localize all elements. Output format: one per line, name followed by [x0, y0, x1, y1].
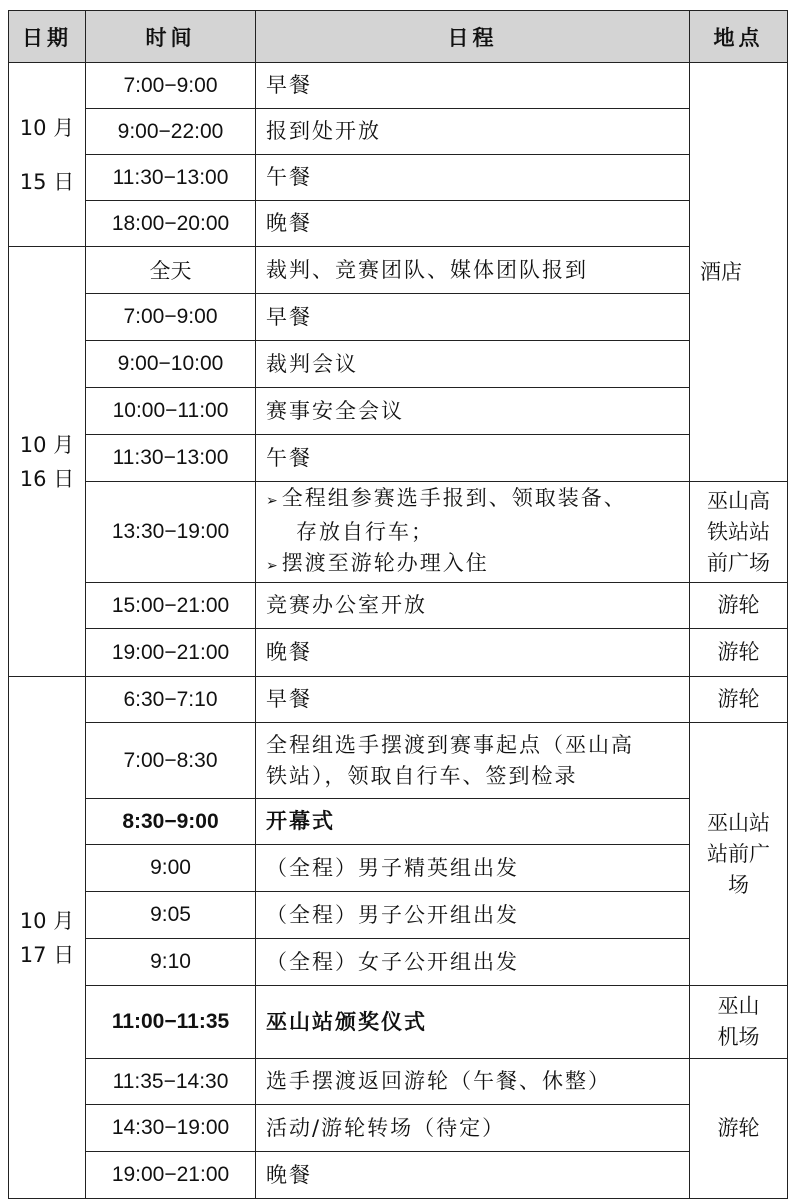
table-row [9, 677, 788, 723]
table-row [9, 799, 788, 845]
time-cell: 7:00−8:30 [86, 723, 256, 799]
date-day: 17 日 [19, 942, 75, 967]
time-cell: 11:35−14:30 [86, 1059, 256, 1105]
header-date: 日期 [9, 11, 86, 63]
venue-cell-station-plaza [690, 723, 788, 986]
venue-cell-station-square [690, 482, 788, 583]
time-cell: 19:00−21:00 [86, 629, 256, 677]
table-row [9, 294, 788, 341]
time-cell: 11:30−13:00 [86, 435, 256, 482]
table-row [9, 435, 788, 482]
time-cell: 9:10 [86, 939, 256, 986]
event-cell: 开幕式 [256, 799, 690, 845]
venue-line: 巫山 [717, 994, 760, 1018]
table-row [9, 1105, 788, 1152]
header-row [9, 11, 788, 63]
table-row [9, 723, 788, 799]
event-cell: 赛事安全会议 [256, 388, 690, 435]
event-cell [256, 723, 690, 799]
header-event: 日程 [256, 11, 690, 63]
venue-cell-cruise: 游轮 [690, 677, 788, 723]
table-row [9, 388, 788, 435]
time-cell: 14:30−19:00 [86, 1105, 256, 1152]
event-line: 全程组选手摆渡到赛事起点（巫山高 [266, 732, 634, 757]
time-cell: 19:00−21:00 [86, 1152, 256, 1199]
event-cell: 活动/游轮转场（待定） [256, 1105, 690, 1152]
event-cell: 早餐 [256, 677, 690, 723]
venue-line: 铁站站 [707, 519, 770, 544]
table-row [9, 629, 788, 677]
event-line: 存放自行车； [296, 519, 434, 544]
table-row [9, 63, 788, 109]
venue-cell-cruise: 游轮 [690, 583, 788, 629]
bullet-arrow-icon: ➢ [266, 492, 280, 509]
time-cell: 9:00−22:00 [86, 109, 256, 155]
event-line: 铁站），领取自行车、签到检录 [266, 763, 578, 788]
date-day: 16 日 [19, 466, 75, 491]
table-row [9, 482, 788, 583]
venue-line: 场 [728, 872, 749, 897]
date-month: 10 月 [19, 432, 75, 457]
event-cell: 午餐 [256, 155, 690, 201]
event-cell: 巫山站颁奖仪式 [256, 986, 690, 1059]
table-row [9, 1059, 788, 1105]
event-cell [256, 482, 690, 583]
date-month: 10 月 [19, 908, 75, 933]
bullet-arrow-icon: ➢ [266, 557, 280, 574]
venue-cell-cruise: 游轮 [690, 1059, 788, 1199]
time-cell: 7:00−9:00 [86, 63, 256, 109]
time-cell: 10:00−11:00 [86, 388, 256, 435]
event-cell: 选手摆渡返回游轮（午餐、休整） [256, 1059, 690, 1105]
venue-cell-cruise: 游轮 [690, 629, 788, 677]
time-cell: 13:30−19:00 [86, 482, 256, 583]
time-cell: 11:30−13:00 [86, 155, 256, 201]
venue-line: 机场 [717, 1025, 760, 1049]
table-row [9, 341, 788, 388]
time-cell: 6:30−7:10 [86, 677, 256, 723]
header-time: 时间 [86, 11, 256, 63]
table-row [9, 986, 788, 1059]
venue-line: 巫山高 [707, 488, 770, 513]
table-row [9, 109, 788, 155]
table-row [9, 201, 788, 247]
table-row [9, 155, 788, 201]
venue-line: 前广场 [707, 550, 770, 575]
time-cell: 9:00−10:00 [86, 341, 256, 388]
event-cell: 裁判会议 [256, 341, 690, 388]
event-cell: （全程）女子公开组出发 [256, 939, 690, 986]
venue-cell-airport [690, 986, 788, 1059]
time-cell: 11:00−11:35 [86, 986, 256, 1059]
event-cell: 午餐 [256, 435, 690, 482]
time-cell: 15:00−21:00 [86, 583, 256, 629]
time-cell: 7:00−9:00 [86, 294, 256, 341]
table-row [9, 939, 788, 986]
event-cell: 晚餐 [256, 201, 690, 247]
schedule-table [8, 10, 788, 1199]
header-venue: 地点 [690, 11, 788, 63]
event-cell: 晚餐 [256, 629, 690, 677]
event-line: 全程组参赛选手报到、领取装备、 [281, 485, 627, 510]
event-cell: 裁判、竞赛团队、媒体团队报到 [256, 247, 690, 294]
table-row [9, 247, 788, 294]
date-cell-oct15 [9, 63, 86, 247]
table-row [9, 583, 788, 629]
table-row [9, 1152, 788, 1199]
time-cell: 全天 [86, 247, 256, 294]
event-cell: 竞赛办公室开放 [256, 583, 690, 629]
event-cell: 晚餐 [256, 1152, 690, 1199]
time-cell: 9:05 [86, 892, 256, 939]
time-cell: 18:00−20:00 [86, 201, 256, 247]
date-day: 15 日 [19, 169, 75, 194]
event-cell: 早餐 [256, 294, 690, 341]
venue-line: 巫山站 [707, 810, 770, 835]
event-cell: 报到处开放 [256, 109, 690, 155]
event-cell: （全程）男子公开组出发 [256, 892, 690, 939]
venue-cell-hotel: 酒店 [690, 63, 788, 482]
date-cell-oct16 [9, 247, 86, 677]
venue-line: 站前广 [707, 841, 770, 866]
table-row [9, 845, 788, 892]
time-cell: 9:00 [86, 845, 256, 892]
date-cell-oct17 [9, 677, 86, 1199]
event-cell: （全程）男子精英组出发 [256, 845, 690, 892]
event-cell: 早餐 [256, 63, 690, 109]
table-row [9, 892, 788, 939]
time-cell: 8:30−9:00 [86, 799, 256, 845]
event-line: 摆渡至游轮办理入住 [281, 550, 489, 575]
date-month: 10 月 [19, 115, 75, 140]
